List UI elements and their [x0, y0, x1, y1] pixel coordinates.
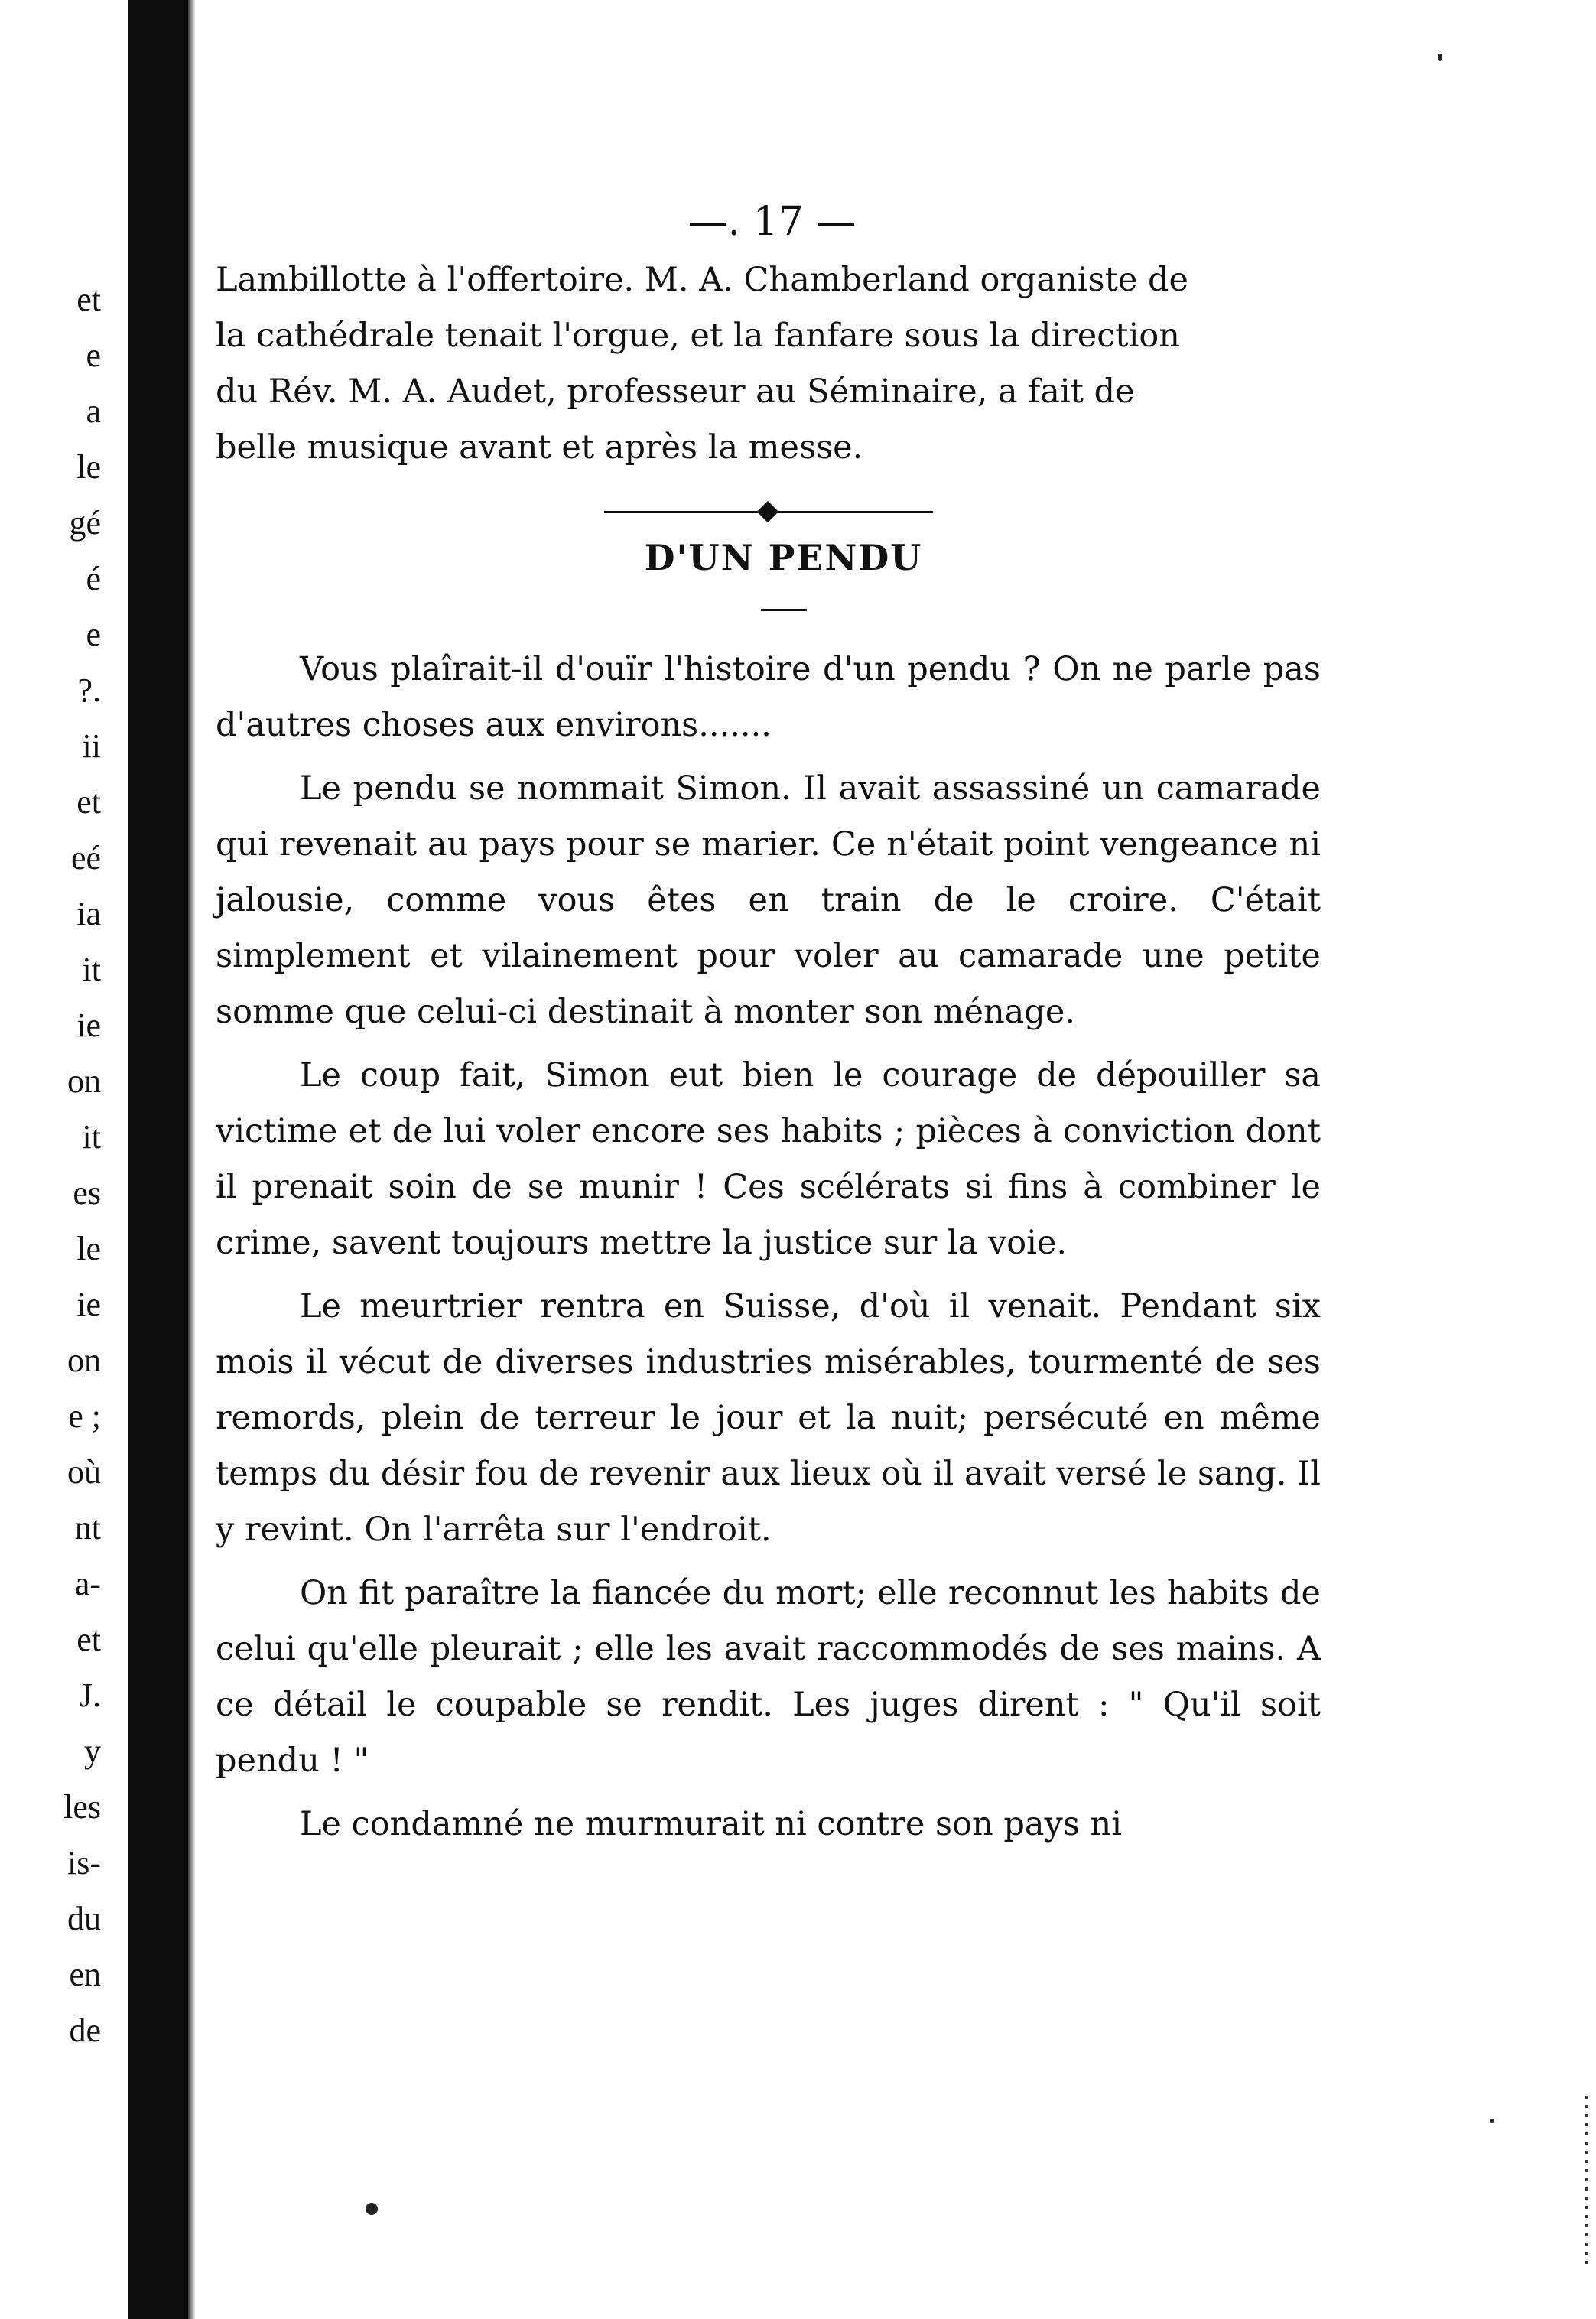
- margin-fragment: é: [86, 560, 101, 597]
- margin-fragment: le: [76, 448, 101, 486]
- margin-fragment: et: [76, 1621, 101, 1658]
- margin-fragment: e: [86, 616, 101, 653]
- margin-fragment: ie: [76, 1007, 101, 1044]
- margin-fragment: et: [76, 783, 101, 821]
- margin-fragment: ia: [76, 895, 101, 932]
- opening-line: belle musique avant et après la messe.: [216, 428, 863, 467]
- margin-fragment: les: [63, 1788, 101, 1826]
- margin-fragment: y: [84, 1732, 101, 1770]
- facing-page-margin: [0, 272, 107, 2058]
- margin-fragment: J.: [79, 1677, 101, 1714]
- margin-fragment: le: [76, 1230, 101, 1267]
- margin-fragment: et: [76, 281, 101, 318]
- margin-fragment: on: [67, 1342, 101, 1379]
- opening-paragraph: [216, 252, 1321, 476]
- margin-fragment: du: [67, 1900, 101, 1937]
- paragraph: Le meurtrier rentra en Suisse, d'où il venait. Pendant six mois il vécut de diverses industries misérables, tourmenté de ses remords, plein de terreur le jour et la nuit; persécuté en même temps du désir fou de revenir aux lieux où il avait versé le sang. Il y revint. On l'arrêta sur l'endroit.: [216, 1287, 1321, 1549]
- section-title: D'UN PENDU: [644, 537, 923, 578]
- scan-speck: [1438, 54, 1442, 61]
- book-page: [216, 191, 1321, 1852]
- gutter-shadow: [188, 0, 196, 2319]
- scan-edge-artifact: [1585, 2096, 1588, 2264]
- margin-fragment: en: [69, 1956, 101, 1993]
- margin-fragment: it: [82, 951, 101, 988]
- margin-fragment: gé: [69, 504, 101, 542]
- margin-fragment: ii: [82, 727, 101, 765]
- section-ornament: [604, 497, 933, 528]
- opening-line: Lambillotte à l'offertoire. M. A. Chamberland organiste de: [216, 261, 1188, 299]
- margin-fragment: a-: [74, 1565, 101, 1602]
- scan-speck: [1490, 2119, 1494, 2123]
- margin-fragment: on: [67, 1062, 101, 1100]
- paragraph: On fit paraître la fiancée du mort; elle reconnut les habits de celui qu'elle pleurait ; elle les avait raccommodés de ses mains. A ce détail le coupable se rendit. Les juges dirent : " Qu'il soit pendu ! ": [216, 1574, 1321, 1780]
- paragraph: Le coup fait, Simon eut bien le courage de dépouiller sa victime et de lui voler encore ses habits ; pièces à conviction dont il prenait soin de se munir ! Ces scélérats si fins à combiner le crime, savent toujours mettre la justice sur la voie.: [216, 1056, 1321, 1262]
- binding-gutter: [128, 0, 188, 2319]
- margin-fragment: e: [86, 337, 101, 374]
- paragraph: Vous plaîrait-il d'ouïr l'histoire d'un pendu ? On ne parle pas d'autres choses aux environs.......: [216, 650, 1321, 744]
- margin-fragment: eé: [70, 839, 101, 877]
- paragraph: Le pendu se nommait Simon. Il avait assassiné un camarade qui revenait au pays pour se marier. Ce n'était point vengeance ni jalousie, comme vous êtes en train de le croire. C'était simplement et vilainement pour voler au camarade une petite somme que celui-ci destinait à monter son ménage.: [216, 769, 1321, 1031]
- margin-fragment: es: [73, 1174, 101, 1212]
- paragraph: Le condamné ne murmurait ni contre son pays ni: [300, 1805, 1122, 1843]
- margin-fragment: de: [69, 2012, 101, 2049]
- margin-fragment: où: [67, 1453, 101, 1491]
- story-body: [216, 642, 1321, 1852]
- margin-fragment: nt: [74, 1509, 101, 1547]
- margin-fragment: e ;: [68, 1397, 101, 1435]
- opening-line: la cathédrale tenait l'orgue, et la fanfare sous la direction: [216, 317, 1180, 355]
- page-number: —. 17 —: [687, 199, 857, 245]
- margin-fragment: ?.: [77, 672, 101, 709]
- margin-fragment: ie: [76, 1286, 101, 1323]
- opening-line: du Rév. M. A. Audet, professeur au Séminaire, a fait de: [216, 372, 1135, 411]
- title-rule: [761, 609, 807, 611]
- margin-fragment: it: [82, 1118, 101, 1156]
- margin-fragment: a: [86, 392, 101, 430]
- margin-fragment: is-: [67, 1844, 101, 1882]
- scan-speck: [366, 2203, 378, 2215]
